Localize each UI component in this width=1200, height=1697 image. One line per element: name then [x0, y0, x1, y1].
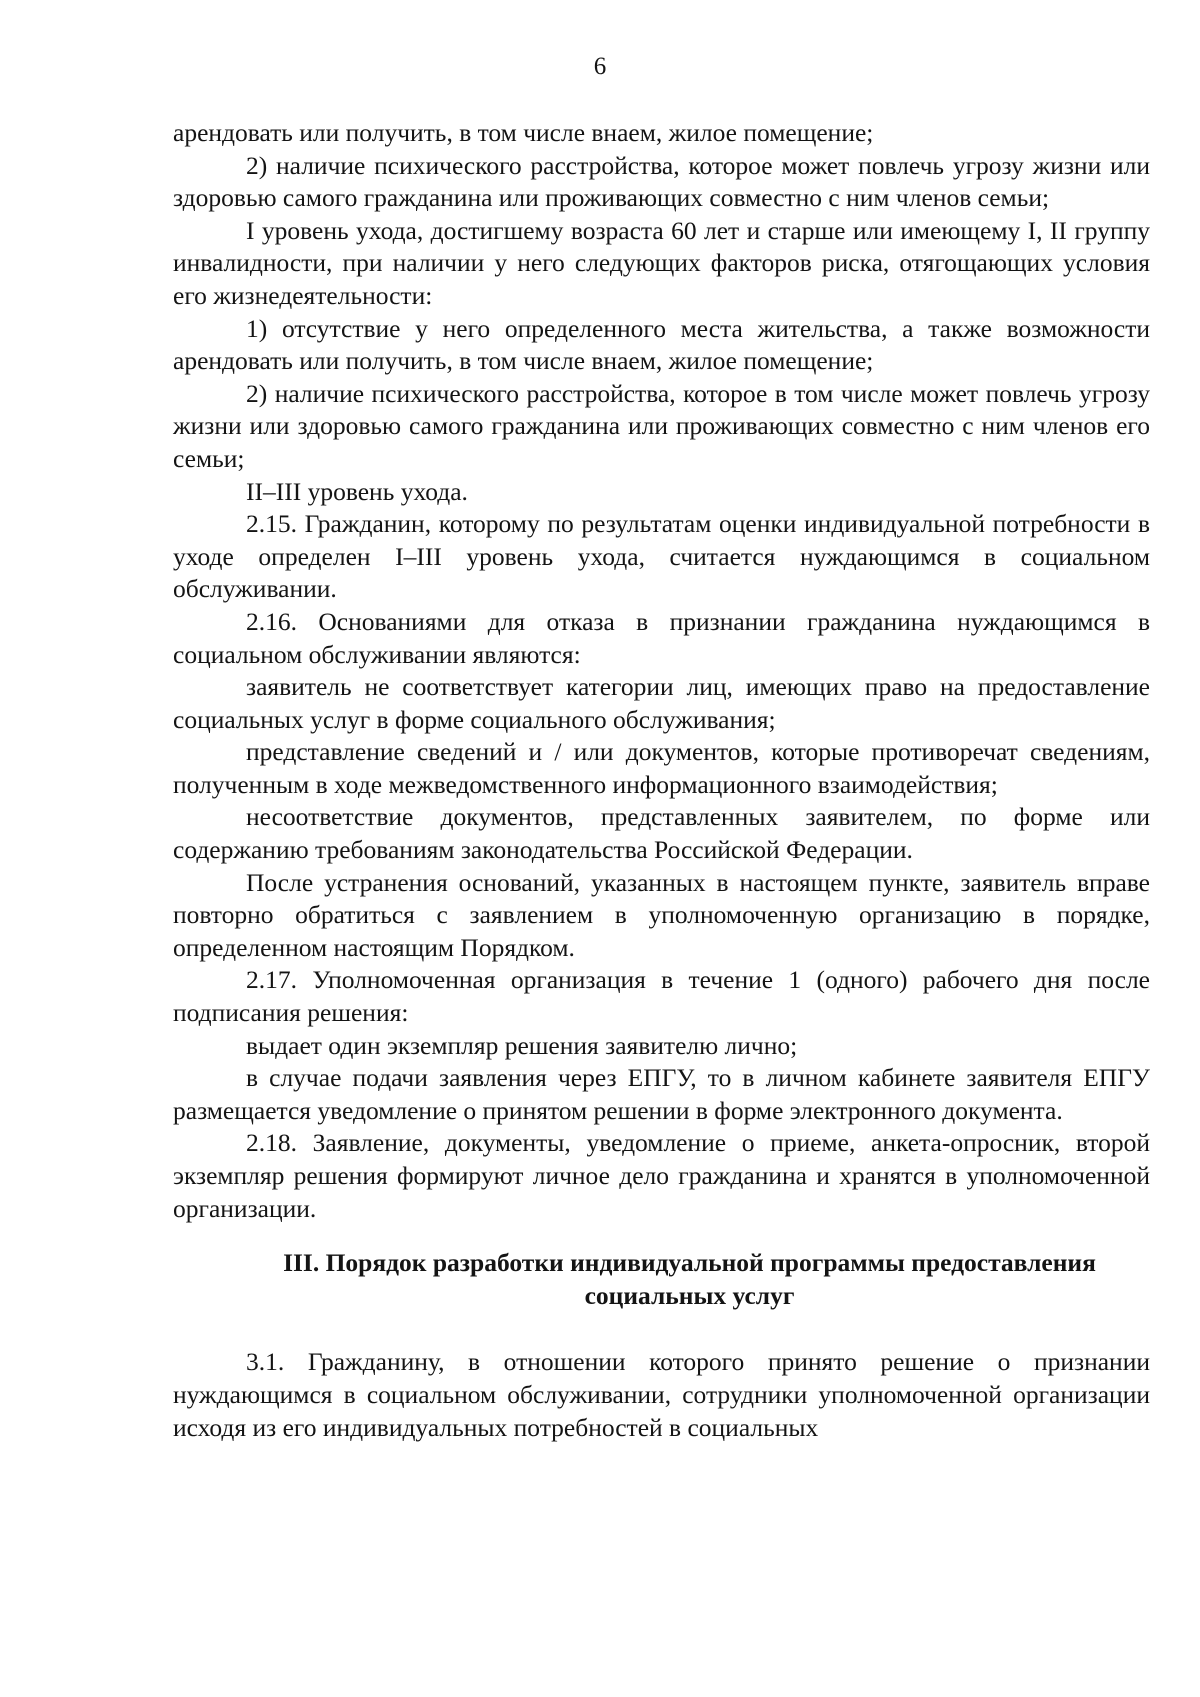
paragraph-2-18: 2.18. Заявление, документы, уведомление о приеме, анкета-опросник, второй экземпляр решения формируют личное дело гражданина и хранятся в уполномоченной организации.	[173, 1128, 1150, 1223]
paragraph: выдает один экземпляр решения заявителю лично;	[246, 1030, 798, 1060]
paragraph-2-16: 2.16. Основаниями для отказа в признании гражданина нуждающимся в социальном обслуживании являются:	[173, 606, 1150, 669]
paragraph: несоответствие документов, представленных заявителем, по форме или содержанию требованиям законодательства Российской Федерации.	[173, 802, 1150, 865]
paragraph: заявитель не соответствует категории лиц, имеющих право на предоставление социальных услуг в форме социального обслуживания;	[173, 672, 1150, 734]
paragraph: в случае подачи заявления через ЕПГУ, то в личном кабинете заявителя ЕПГУ размещается уведомление о принятом решении в форме электронного документа.	[173, 1063, 1150, 1125]
paragraph: представление сведений и / или документов, которые противоречат сведениям, полученным в ходе межведомственного информационного взаимодействия;	[173, 737, 1150, 799]
section-heading	[173, 1225, 1150, 1312]
paragraph: 1) отсутствие у него определенного места жительства, а также возможности арендовать или получить, в том числе внаем, жилое помещение;	[173, 313, 1150, 376]
paragraph: I уровень ухода, достигшему возраста 60 лет и старше или имеющему I, II группу инвалидности, при наличии у него следующих факторов риска, отягощающих условия его жизнедеятельности:	[173, 215, 1150, 310]
page-number: 6	[593, 53, 607, 80]
paragraph-3-1: 3.1. Гражданину, в отношении которого принято решение о признании нуждающимся в социальном обслуживании, сотрудники уполномоченной организации исходя из его индивидуальных потребностей в социальных	[173, 1347, 1150, 1442]
paragraph-2-17: 2.17. Уполномоченная организация в течение 1 (одного) рабочего дня после подписания решения:	[173, 965, 1150, 1028]
section-heading-line: социальных услуг	[584, 1280, 795, 1310]
paragraph-continuation: арендовать или получить, в том числе внаем, жилое помещение;	[173, 118, 874, 147]
section-heading-line: III. Порядок разработки индивидуальной программы предоставления	[283, 1248, 1096, 1278]
paragraph-2-15: 2.15. Гражданин, которому по результатам оценки индивидуальной потребности в уходе определен I–III уровень ухода, считается нуждающимся в социальном обслуживании.	[173, 509, 1150, 604]
document-body	[173, 117, 1150, 1444]
paragraph: После устранения оснований, указанных в настоящем пункте, заявитель вправе повторно обратиться с заявлением в уполномоченную организацию в порядке, определенном настоящим Порядком.	[173, 867, 1150, 962]
paragraph: II–III уровень ухода.	[246, 476, 468, 506]
paragraph: 2) наличие психического расстройства, которое в том числе может повлечь угрозу жизни или здоровью самого гражданина или проживающих совместно с ним членов его семьи;	[173, 378, 1150, 473]
paragraph: 2) наличие психического расстройства, которое может повлечь угрозу жизни или здоровью самого гражданина или проживающих совместно с ним членов семьи;	[173, 150, 1150, 213]
